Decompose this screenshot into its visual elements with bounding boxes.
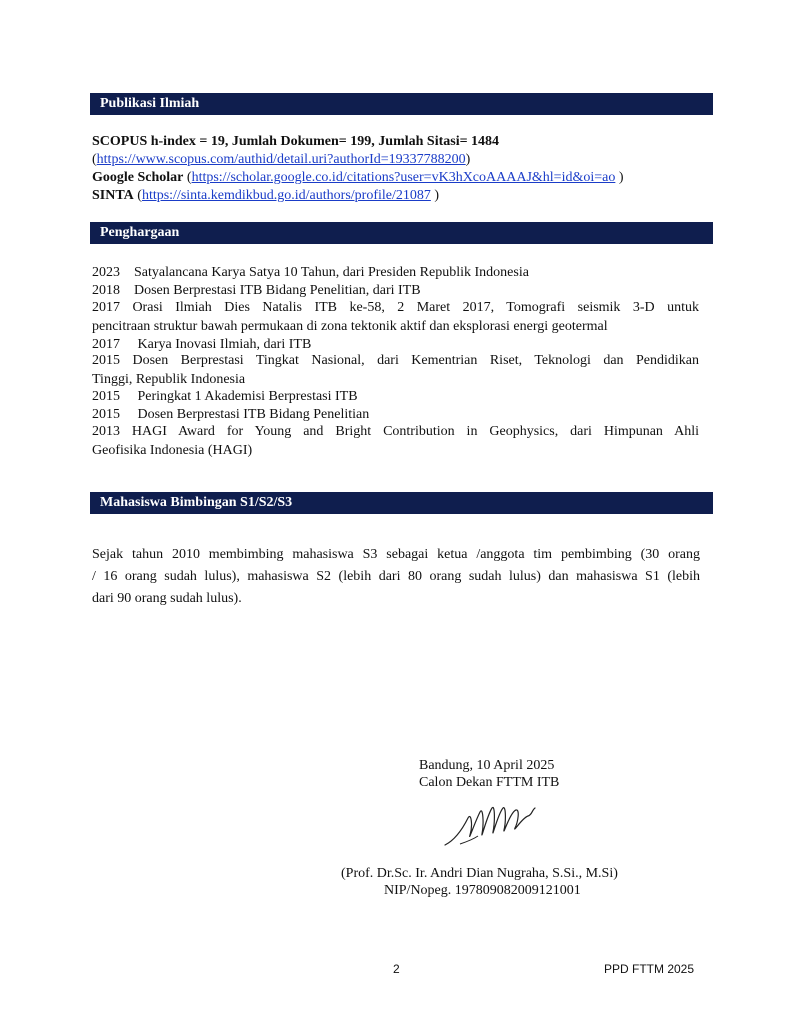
section-header-penghargaan: Penghargaan	[90, 222, 713, 244]
award-line: Geofisika Indonesia (HAGI)	[92, 443, 253, 458]
mahasiswa-paragraph	[92, 544, 700, 610]
award-line: 2015 Dosen Berprestasi Tingkat Nasional, dari Kementrian Riset, Teknologi dan Pendidikan	[92, 353, 699, 368]
scholar-line: Google Scholar (https://scholar.google.co.id/citations?user=vK3hXcoAAAAJ&hl=id&oi=ao )	[92, 170, 624, 185]
sinta-link[interactable]: https://sinta.kemdikbud.go.id/authors/profile/21087	[141, 188, 431, 203]
signer-role: Calon Dekan FTTM ITB	[419, 775, 560, 790]
scholar-label: Google Scholar	[92, 170, 184, 185]
footer-label: PPD FTTM 2025	[604, 962, 695, 976]
award-line: 2018 Dosen Berprestasi ITB Bidang Penelitian, dari ITB	[92, 283, 421, 298]
paragraph-line: Sejak tahun 2010 membimbing mahasiswa S3 sebagai ketua /anggota tim pembimbing (30 orang	[92, 547, 700, 562]
award-line: pencitraan struktur bawah permukaan di zona tektonik aktif dan eksplorasi energi geotermal	[92, 319, 608, 334]
paragraph-line: / 16 orang sudah lulus), mahasiswa S2 (lebih dari 80 orang sudah lulus) dan mahasiswa S1 (lebih	[92, 569, 700, 584]
award-line: 2013 HAGI Award for Young and Bright Contribution in Geophysics, dari Himpunan Ahli	[92, 424, 699, 439]
award-line: 2015 Peringkat 1 Akademisi Berprestasi ITB	[92, 389, 358, 404]
sinta-label: SINTA	[92, 188, 134, 203]
scopus-summary: SCOPUS h-index = 19, Jumlah Dokumen= 199, Jumlah Sitasi= 1484	[92, 134, 500, 149]
signer-name: (Prof. Dr.Sc. Ir. Andri Dian Nugraha, S.Si., M.Si)	[341, 866, 618, 881]
award-line: Tinggi, Republik Indonesia	[92, 372, 246, 387]
handwritten-signature	[440, 800, 550, 855]
award-line: 2015 Dosen Berprestasi ITB Bidang Penelitian	[92, 407, 370, 422]
section-header-publikasi: Publikasi Ilmiah	[90, 93, 713, 115]
paragraph-line: dari 90 orang sudah lulus).	[92, 591, 242, 606]
scopus-link[interactable]: https://www.scopus.com/authid/detail.uri?authorId=19337788200	[96, 152, 466, 167]
award-line: 2017 Orasi Ilmiah Dies Natalis ITB ke-58, 2 Maret 2017, Tomografi seismik 3-D untuk	[92, 300, 699, 315]
place-date: Bandung, 10 April 2025	[419, 758, 555, 773]
scholar-link[interactable]: https://scholar.google.co.id/citations?user=vK3hXcoAAAAJ&hl=id&oi=ao	[191, 170, 616, 185]
signer-nip: NIP/Nopeg. 197809082009121001	[384, 883, 581, 898]
section-header-mahasiswa: Mahasiswa Bimbingan S1/S2/S3	[90, 492, 713, 514]
sinta-line: SINTA (https://sinta.kemdikbud.go.id/authors/profile/21087 )	[92, 188, 440, 203]
scopus-link-line: (https://www.scopus.com/authid/detail.uri?authorId=19337788200)	[92, 152, 471, 167]
award-line: 2023 Satyalancana Karya Satya 10 Tahun, dari Presiden Republik Indonesia	[92, 265, 529, 280]
award-line: 2017 Karya Inovasi Ilmiah, dari ITB	[92, 337, 312, 352]
page-number: 2	[393, 962, 400, 976]
